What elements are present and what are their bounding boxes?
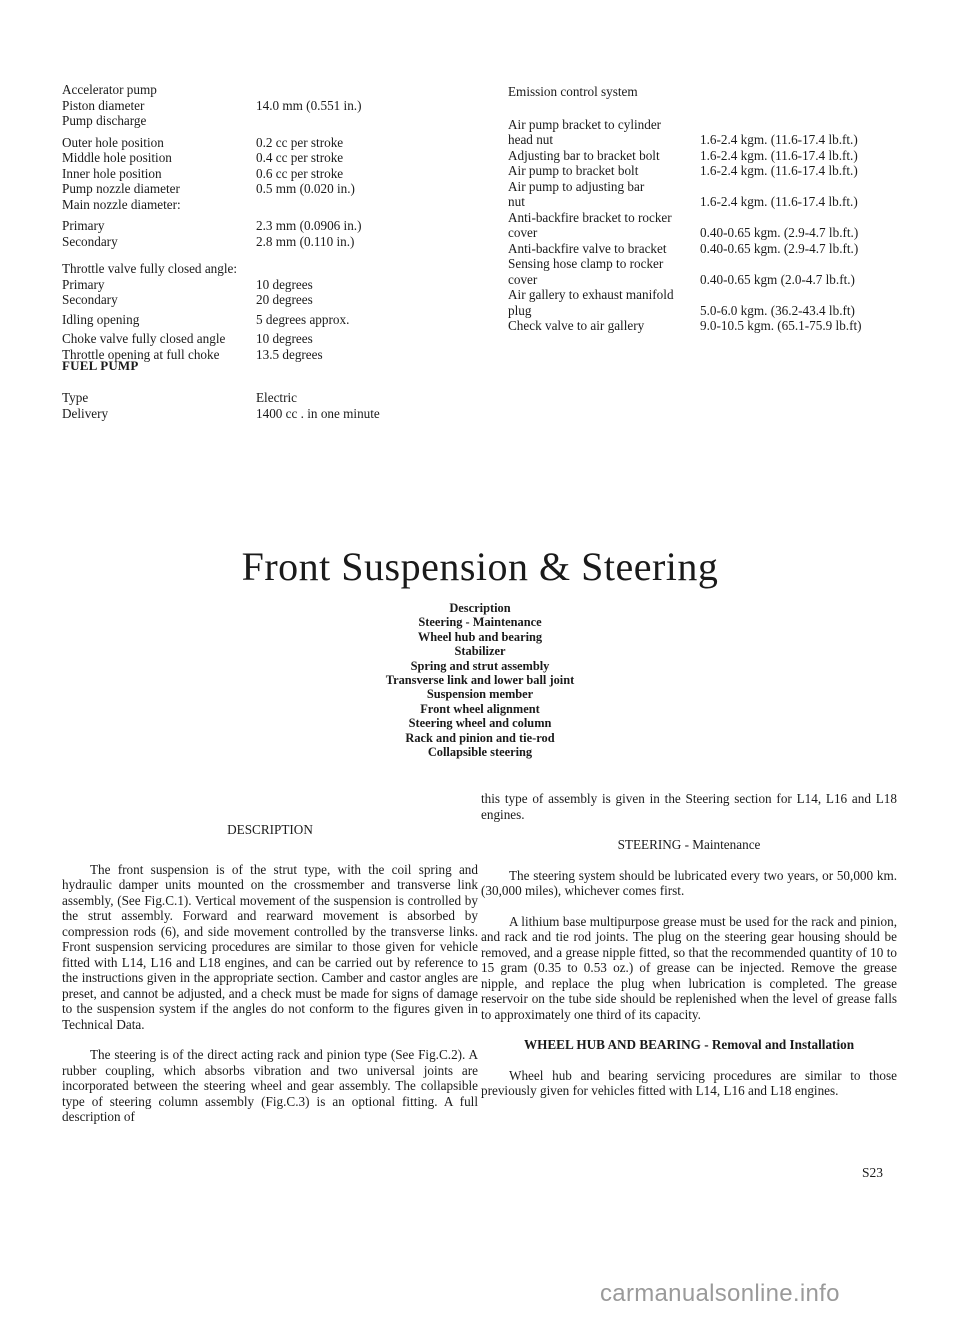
spec-label: Pump nozzle diameter: [62, 181, 180, 196]
spec-row: [62, 181, 362, 197]
spec-value: 14.0 mm (0.551 in.): [256, 97, 362, 113]
spec-label: Air pump to bracket bolt: [508, 163, 639, 178]
spec-label: Primary: [62, 218, 105, 233]
spec-label: Check valve to air gallery: [508, 318, 645, 333]
spec-label: Piston diameter: [62, 97, 145, 113]
spec-label: plug: [508, 302, 532, 318]
spec-row: [62, 292, 349, 308]
spec-label: Choke valve fully closed angle: [62, 331, 226, 346]
emission-rows: [508, 117, 862, 334]
spec-row: [508, 148, 862, 164]
wheel-hub-heading-sub: - Removal and Installation: [700, 1037, 855, 1052]
spec-label: Outer hole position: [62, 134, 164, 150]
spec-label: Inner hole position: [62, 165, 162, 181]
throttle-header: Throttle valve fully closed angle:: [62, 261, 238, 276]
wheel-hub-paragraph: Wheel hub and bearing servicing procedures are similar to those previously given for vehicles fitted with L14, L16 and L18 engines.: [481, 1067, 897, 1098]
toc-item: Suspension member: [426, 687, 534, 702]
spec-label: cover: [508, 271, 538, 287]
throttle-spec-list: [62, 261, 349, 362]
spec-row: [62, 277, 349, 293]
spec-value: 1.6-2.4 kgm. (11.6-17.4 lb.ft.): [700, 147, 858, 163]
spec-label: Secondary: [62, 233, 118, 249]
spec-value: 0.6 cc per stroke: [256, 165, 344, 181]
spec-label: Pump discharge: [62, 113, 147, 128]
throttle-rows: [62, 277, 349, 363]
toc-item: Collapsible steering: [427, 745, 533, 760]
wheel-hub-heading: [481, 1037, 897, 1053]
spec-value: 0.40-0.65 kgm (2.0-4.7 lb.ft.): [700, 271, 855, 287]
section-title: Front Suspension & Steering: [241, 544, 719, 589]
spec-row: [62, 331, 349, 347]
spec-row: [508, 287, 862, 303]
spec-value: 10 degrees: [256, 276, 313, 292]
spec-row: [508, 225, 862, 241]
toc-item: Spring and strut assembly: [410, 658, 550, 673]
watermark: carmanualsonline.info: [600, 1280, 840, 1307]
steering-maintenance-heading: STEERING - Maintenance: [617, 837, 761, 852]
spec-value: 20 degrees: [256, 292, 313, 307]
spec-value: 10 degrees: [256, 331, 313, 346]
emission-heading: Emission control system: [508, 84, 638, 99]
toc-item: Steering - Maintenance: [418, 615, 542, 630]
spec-value: 0.40-0.65 kgm. (2.9-4.7 lb.ft.): [700, 225, 859, 240]
steering-column: [481, 791, 897, 1099]
spec-label: head nut: [508, 132, 554, 147]
fuel-pump-spec-list: [62, 390, 380, 421]
spec-value: 5.0-6.0 kgm. (36.2-43.4 lb.ft): [700, 302, 855, 318]
spec-row: [62, 98, 362, 114]
spec-label: Delivery: [62, 405, 109, 421]
spec-label: Air gallery to exhaust manifold: [508, 287, 674, 302]
spec-row: [62, 234, 362, 250]
section-contents-list: [0, 601, 960, 759]
toc-item: Rack and pinion and tie-rod: [405, 730, 555, 745]
spec-row: [62, 218, 362, 234]
spec-row: [508, 241, 862, 257]
spec-label: Accelerator pump: [62, 82, 157, 97]
spec-row: [508, 179, 862, 195]
spec-label: Anti-backfire valve to bracket: [508, 240, 667, 256]
spec-row: [62, 406, 380, 422]
fuel-pump-heading: FUEL PUMP: [62, 358, 139, 373]
wheel-hub-heading-main: WHEEL HUB AND BEARING: [523, 1037, 701, 1052]
description-paragraph-1: The front suspension is of the strut type, with the coil spring and hydraulic damper units mounted on the crossmember and transverse link assembly, (See Fig.C.1). Vertical movement of the suspension is controlled by the strut assembly. Forward and rearward movement is absorbed by compression rods (6), and side movement controlled by the transverse links. Front suspension servicing procedures are similar to those given for vehicle fitted with L14, L16 and L18 engines, and can be carried out by reference to the instructions given in the appropriate section. Camber and castor angles are preset, and cannot be adjusted, and a check must be made for signs of damage to the suspension system if the angles do not conform to the figures given in Technical Data.: [62, 861, 478, 1032]
spec-row: [508, 117, 862, 133]
toc-item: Description: [449, 601, 511, 615]
spec-label: Secondary: [62, 292, 118, 307]
spec-label: Type: [62, 390, 89, 405]
spec-row: [62, 166, 362, 182]
spec-row: [62, 150, 362, 166]
spec-row: [508, 303, 862, 319]
spec-label: Air pump bracket to cylinder: [508, 116, 662, 132]
spec-row: [508, 163, 862, 179]
spec-value: 9.0-10.5 kgm. (65.1-75.9 lb.ft): [700, 318, 862, 333]
spec-row: [62, 312, 349, 328]
spec-value: 5 degrees approx.: [256, 311, 350, 327]
toc-item: Steering wheel and column: [408, 716, 552, 731]
spec-row: [508, 256, 862, 272]
spec-label: Middle hole position: [62, 150, 172, 165]
spec-value: 13.5 degrees: [256, 346, 323, 362]
spec-row: [508, 132, 862, 148]
spec-value: 2.8 mm (0.110 in.): [256, 233, 355, 249]
spec-value: 0.2 cc per stroke: [256, 134, 344, 150]
spec-value: 0.4 cc per stroke: [256, 150, 344, 165]
spec-row: [62, 113, 362, 129]
description-paragraph-2: The steering is of the direct acting rack and pinion type (See Fig.C.2). A rubber coupling, which absorbs vibration and two universal joints are incorporated between the steering wheel and gear assembly. The collapsible type of steering column assembly (Fig.C.3) is an optional fitting. A full description of: [62, 1047, 478, 1124]
toc-item: Stabilizer: [454, 644, 506, 659]
spec-label: Throttle opening at full choke: [62, 346, 220, 362]
toc-item: Transverse link and lower ball joint: [385, 673, 575, 688]
spec-label: Air pump to adjusting bar: [508, 178, 645, 194]
steering-paragraph-1: The steering system should be lubricated every two years, or 50,000 km. (30,000 miles), whichever comes first.: [481, 867, 897, 898]
spec-value: 0.5 mm (0.020 in.): [256, 181, 355, 196]
description-column: [62, 822, 478, 1125]
spec-label: cover: [508, 225, 538, 240]
spec-value: 1400 cc . in one minute: [256, 405, 380, 421]
spec-value: 1.6-2.4 kgm. (11.6-17.4 lb.ft.): [700, 194, 858, 209]
spec-row: [508, 210, 862, 226]
spec-row: [508, 194, 862, 210]
spec-row: [508, 272, 862, 288]
emission-spec-list: [508, 84, 862, 334]
spec-label: Primary: [62, 276, 105, 292]
spec-label: Main nozzle diameter:: [62, 196, 181, 212]
spec-label: Adjusting bar to bracket bolt: [508, 147, 660, 163]
spec-value: 0.40-0.65 kgm. (2.9-4.7 lb.ft.): [700, 240, 859, 256]
spec-label: Idling opening: [62, 311, 140, 327]
spec-row: [508, 318, 862, 334]
carburetor-spec-list: [62, 82, 362, 249]
page-number: S23: [862, 1165, 884, 1180]
spec-row: [62, 197, 362, 213]
description-heading: DESCRIPTION: [227, 822, 313, 837]
spec-value: 1.6-2.4 kgm. (11.6-17.4 lb.ft.): [700, 163, 858, 178]
spec-row: [62, 390, 380, 406]
steering-paragraph-2: A lithium base multipurpose grease must be used for the rack and pinion, and rack and tie rod joints. The plug on the steering gear housing should be removed, and a grease nipple fitted, so that the recommended quantity of 10 to 15 gram (0.35 to 0.53 oz.) of grease can be injected. Remove the grease nipple, and replace the plug when lubrication is completed. The grease reservoir on the tube side should be replenished when the level of grease falls to approximately one third of its capacity.: [481, 913, 897, 1022]
toc-item: Wheel hub and bearing: [417, 629, 543, 644]
toc-item: Front wheel alignment: [420, 701, 540, 716]
spec-value: 1.6-2.4 kgm. (11.6-17.4 lb.ft.): [700, 132, 858, 147]
spec-label: Sensing hose clamp to rocker: [508, 256, 664, 271]
spec-row: [62, 82, 362, 98]
spec-value: 2.3 mm (0.0906 in.): [256, 218, 362, 233]
continued-paragraph: this type of assembly is given in the Steering section for L14, L16 and L18 engines.: [481, 791, 897, 822]
spec-label: nut: [508, 194, 525, 209]
spec-value: Electric: [256, 390, 297, 405]
spec-label: Anti-backfire bracket to rocker: [508, 209, 672, 225]
spec-row: [62, 135, 362, 151]
